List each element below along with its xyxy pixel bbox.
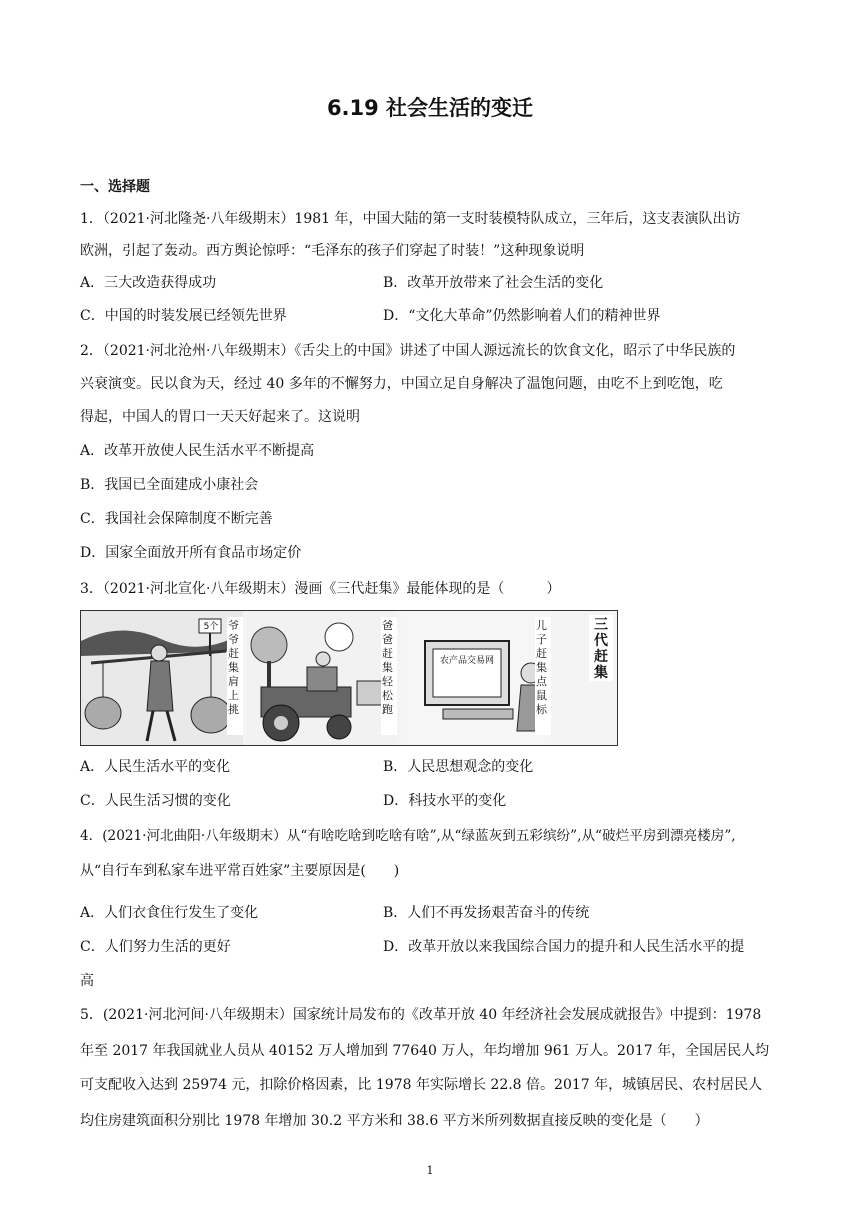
q4-option-d: D．改革开放以来我国综合国力的提升和人民生活水平的提 xyxy=(383,939,745,955)
q4-option-b: B．人们不再发扬艰苦奋斗的传统 xyxy=(383,905,590,921)
q2-option-c: C．我国社会保障制度不断完善 xyxy=(80,511,273,527)
q5-stem-line2: 年至 2017 年我国就业人员从 40152 万人增加到 77640 万人，年均增加 961 万人。2017 年，全国居民人均 xyxy=(80,1043,770,1059)
q3-option-a: A．人民生活水平的变化 xyxy=(80,759,231,775)
q4-stem-line1: 4．(2021·河北曲阳·八年级期末）从“有啥吃啥到吃啥有啥”,从“绿蓝灰到五彩缤纷”,从“破烂平房到漂亮楼房”, xyxy=(80,828,736,844)
q1-stem-line1: 1．（2021·河北隆尧·八年级期末）1981 年，中国大陆的第一支时装模特队成立，三年后，这支表演队出访 xyxy=(80,211,741,227)
page-title: 6.19 社会生活的变迁 xyxy=(326,96,534,120)
q3-stem-line1: 3．（2021·河北宣化·八年级期末）漫画《三代赶集》最能体现的是（ ） xyxy=(80,581,561,597)
q2-stem-line2: 兴衰演变。民以食为天，经过 40 多年的不懈努力，中国立足自身解决了温饱问题，由吃不上到吃饱，吃 xyxy=(80,376,723,392)
q2-option-d: D．国家全面放开所有食品市场定价 xyxy=(80,545,302,561)
q2-option-b: B．我国已全面建成小康社会 xyxy=(80,477,259,493)
q2-option-a: A．改革开放使人民生活水平不断提高 xyxy=(80,443,315,459)
q1-stem-line2: 欧洲，引起了轰动。西方舆论惊呼：“毛泽东的孩子们穿起了时装！”这种现象说明 xyxy=(80,243,585,259)
q3-option-b: B．人民思想观念的变化 xyxy=(383,759,534,775)
q5-stem-line1: 5．(2021·河北河间·八年级期末）国家统计局发布的《改革开放 40 年经济社会发展成就报告》中提到：1978 xyxy=(80,1007,762,1023)
q5-stem-line3: 可支配收入达到 25974 元，扣除价格因素，比 1978 年实际增长 22.8 倍。2017 年，城镇居民、农村居民人 xyxy=(80,1077,763,1093)
section-heading: 一、选择题 xyxy=(80,179,150,195)
q2-stem-line3: 得起，中国人的胃口一天天好起来了。这说明 xyxy=(80,409,360,425)
comic-panel3-caption: 儿子赶集点鼠标 xyxy=(536,619,547,716)
panel-father xyxy=(247,611,397,745)
comic-three-generations xyxy=(80,610,618,746)
comic-heading: 三代赶集 xyxy=(594,617,608,681)
q1-option-d: D．“文化大革命”仍然影响着人们的精神世界 xyxy=(383,308,661,324)
q4-option-c: C．人们努力生活的更好 xyxy=(80,939,231,955)
q4-stem-line2: 从“自行车到私家车进平常百姓家”主要原因是( ) xyxy=(80,863,400,879)
q2-stem-line1: 2．（2021·河北沧州·八年级期末）《舌尖上的中国》讲述了中国人源远流长的饮食文化，昭示了中华民族的 xyxy=(80,343,736,359)
q1-option-c: C．中国的时装发展已经领先世界 xyxy=(80,308,287,324)
panel-son xyxy=(401,611,551,745)
comic-panel2-caption: 爸爸赶集轻松跑 xyxy=(382,619,393,716)
page-number: 1 xyxy=(426,1164,434,1177)
comic-panel1-caption: 爷爷赶集肩上挑 xyxy=(228,619,239,716)
q1-option-b: B．改革开放带来了社会生活的变化 xyxy=(383,275,604,291)
q4-option-a: A．人们衣食住行发生了变化 xyxy=(80,905,259,921)
q4-option-d-continued: 高 xyxy=(80,973,94,989)
q5-stem-line4: 均住房建筑面积分别比 1978 年增加 30.2 平方米和 38.6 平方米所列数据直接反映的变化是（ ） xyxy=(80,1113,709,1129)
comic-sign-label: 5个 xyxy=(203,622,219,632)
q3-option-c: C．人民生活习惯的变化 xyxy=(80,793,231,809)
q3-option-d: D．科技水平的变化 xyxy=(383,793,507,809)
q1-option-a: A．三大改造获得成功 xyxy=(80,275,217,291)
comic-screen-text: 农产品交易网 xyxy=(439,656,494,666)
